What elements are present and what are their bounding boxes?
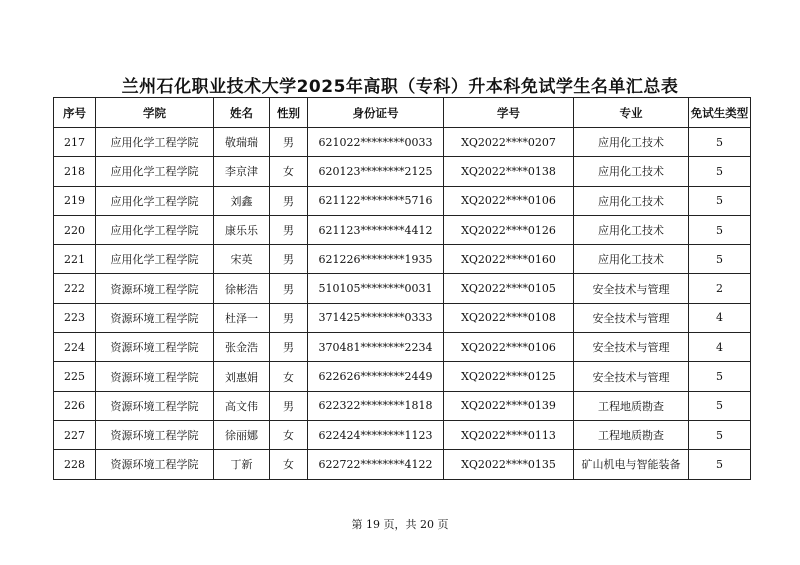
cell-name: 高文伟 — [214, 391, 270, 420]
cell-student-id: XQ2022****0106 — [444, 186, 574, 215]
cell-student-id: XQ2022****0207 — [444, 128, 574, 157]
column-header-gender: 性别 — [270, 98, 308, 128]
cell-name: 李京津 — [214, 157, 270, 186]
table-row — [54, 186, 751, 215]
cell-id-number: 371425********0333 — [308, 303, 444, 332]
cell-student-id: XQ2022****0126 — [444, 215, 574, 244]
cell-seq: 222 — [54, 274, 96, 303]
cell-gender: 女 — [270, 362, 308, 391]
cell-college: 应用化学工程学院 — [96, 157, 214, 186]
cell-id-number: 622626********2449 — [308, 362, 444, 391]
table-row — [54, 303, 751, 332]
cell-seq: 223 — [54, 303, 96, 332]
cell-id-number: 622322********1818 — [308, 391, 444, 420]
cell-id-number: 621226********1935 — [308, 245, 444, 274]
cell-student-id: XQ2022****0125 — [444, 362, 574, 391]
table-row — [54, 157, 751, 186]
cell-gender: 男 — [270, 333, 308, 362]
table-row — [54, 245, 751, 274]
cell-id-number: 622722********4122 — [308, 450, 444, 479]
cell-major: 安全技术与管理 — [574, 274, 689, 303]
table-row — [54, 420, 751, 449]
cell-id-number: 510105********0031 — [308, 274, 444, 303]
page-footer: 第 19 页，共 20 页 — [351, 518, 449, 531]
cell-student-id: XQ2022****0138 — [444, 157, 574, 186]
table-row — [54, 128, 751, 157]
column-header-exempt-type: 免试生类型 — [689, 98, 751, 128]
cell-gender: 女 — [270, 157, 308, 186]
cell-exempt-type: 5 — [689, 362, 751, 391]
cell-name: 杜泽一 — [214, 303, 270, 332]
cell-seq: 218 — [54, 157, 96, 186]
cell-major: 矿山机电与智能装备 — [574, 450, 689, 479]
table-row — [54, 274, 751, 303]
cell-seq: 219 — [54, 186, 96, 215]
cell-major: 应用化工技术 — [574, 157, 689, 186]
cell-gender: 男 — [270, 303, 308, 332]
cell-exempt-type: 4 — [689, 333, 751, 362]
cell-gender: 男 — [270, 215, 308, 244]
cell-major: 应用化工技术 — [574, 128, 689, 157]
cell-exempt-type: 5 — [689, 157, 751, 186]
cell-gender: 男 — [270, 186, 308, 215]
cell-name: 徐丽娜 — [214, 420, 270, 449]
cell-exempt-type: 5 — [689, 420, 751, 449]
cell-name: 康乐乐 — [214, 215, 270, 244]
cell-id-number: 370481********2234 — [308, 333, 444, 362]
cell-seq: 224 — [54, 333, 96, 362]
cell-seq: 228 — [54, 450, 96, 479]
table-body — [54, 128, 751, 480]
column-header-name: 姓名 — [214, 98, 270, 128]
cell-major: 应用化工技术 — [574, 215, 689, 244]
column-header-major: 专业 — [574, 98, 689, 128]
cell-major: 工程地质勘查 — [574, 391, 689, 420]
cell-student-id: XQ2022****0139 — [444, 391, 574, 420]
cell-exempt-type: 5 — [689, 215, 751, 244]
cell-name: 刘惠娟 — [214, 362, 270, 391]
cell-college: 资源环境工程学院 — [96, 333, 214, 362]
cell-name: 张金浩 — [214, 333, 270, 362]
cell-name: 徐彬浩 — [214, 274, 270, 303]
header-row — [54, 98, 751, 128]
cell-id-number: 621123********4412 — [308, 215, 444, 244]
cell-seq: 217 — [54, 128, 96, 157]
cell-college: 应用化学工程学院 — [96, 245, 214, 274]
table-row — [54, 391, 751, 420]
cell-major: 安全技术与管理 — [574, 303, 689, 332]
cell-major: 应用化工技术 — [574, 186, 689, 215]
cell-exempt-type: 5 — [689, 245, 751, 274]
cell-id-number: 620123********2125 — [308, 157, 444, 186]
cell-gender: 男 — [270, 391, 308, 420]
cell-exempt-type: 5 — [689, 450, 751, 479]
column-header-student-id: 学号 — [444, 98, 574, 128]
cell-major: 应用化工技术 — [574, 245, 689, 274]
cell-exempt-type: 2 — [689, 274, 751, 303]
cell-student-id: XQ2022****0113 — [444, 420, 574, 449]
cell-college: 应用化学工程学院 — [96, 215, 214, 244]
student-table — [53, 97, 751, 480]
cell-gender: 男 — [270, 274, 308, 303]
cell-gender: 男 — [270, 245, 308, 274]
cell-exempt-type: 4 — [689, 303, 751, 332]
table-row — [54, 333, 751, 362]
cell-gender: 女 — [270, 420, 308, 449]
cell-name: 宋英 — [214, 245, 270, 274]
cell-exempt-type: 5 — [689, 128, 751, 157]
cell-gender: 女 — [270, 450, 308, 479]
document-title: 兰州石化职业技术大学2025年高职（专科）升本科免试学生名单汇总表 — [121, 77, 679, 97]
cell-college: 资源环境工程学院 — [96, 450, 214, 479]
column-header-id-number: 身份证号 — [308, 98, 444, 128]
column-header-college: 学院 — [96, 98, 214, 128]
cell-student-id: XQ2022****0135 — [444, 450, 574, 479]
table-row — [54, 450, 751, 479]
cell-name: 刘鑫 — [214, 186, 270, 215]
cell-name: 敬瑞瑞 — [214, 128, 270, 157]
cell-seq: 225 — [54, 362, 96, 391]
cell-id-number: 622424********1123 — [308, 420, 444, 449]
cell-major: 安全技术与管理 — [574, 333, 689, 362]
cell-college: 资源环境工程学院 — [96, 362, 214, 391]
cell-exempt-type: 5 — [689, 391, 751, 420]
cell-major: 工程地质勘查 — [574, 420, 689, 449]
cell-name: 丁新 — [214, 450, 270, 479]
cell-college: 资源环境工程学院 — [96, 274, 214, 303]
cell-major: 安全技术与管理 — [574, 362, 689, 391]
cell-college: 资源环境工程学院 — [96, 391, 214, 420]
cell-seq: 221 — [54, 245, 96, 274]
cell-gender: 男 — [270, 128, 308, 157]
cell-exempt-type: 5 — [689, 186, 751, 215]
cell-seq: 226 — [54, 391, 96, 420]
cell-student-id: XQ2022****0108 — [444, 303, 574, 332]
table-row — [54, 362, 751, 391]
cell-student-id: XQ2022****0106 — [444, 333, 574, 362]
table-row — [54, 215, 751, 244]
cell-seq: 227 — [54, 420, 96, 449]
cell-seq: 220 — [54, 215, 96, 244]
cell-college: 资源环境工程学院 — [96, 420, 214, 449]
cell-id-number: 621122********5716 — [308, 186, 444, 215]
cell-college: 应用化学工程学院 — [96, 186, 214, 215]
cell-id-number: 621022********0033 — [308, 128, 444, 157]
cell-student-id: XQ2022****0160 — [444, 245, 574, 274]
cell-college: 应用化学工程学院 — [96, 128, 214, 157]
column-header-seq: 序号 — [54, 98, 96, 128]
cell-college: 资源环境工程学院 — [96, 303, 214, 332]
cell-student-id: XQ2022****0105 — [444, 274, 574, 303]
